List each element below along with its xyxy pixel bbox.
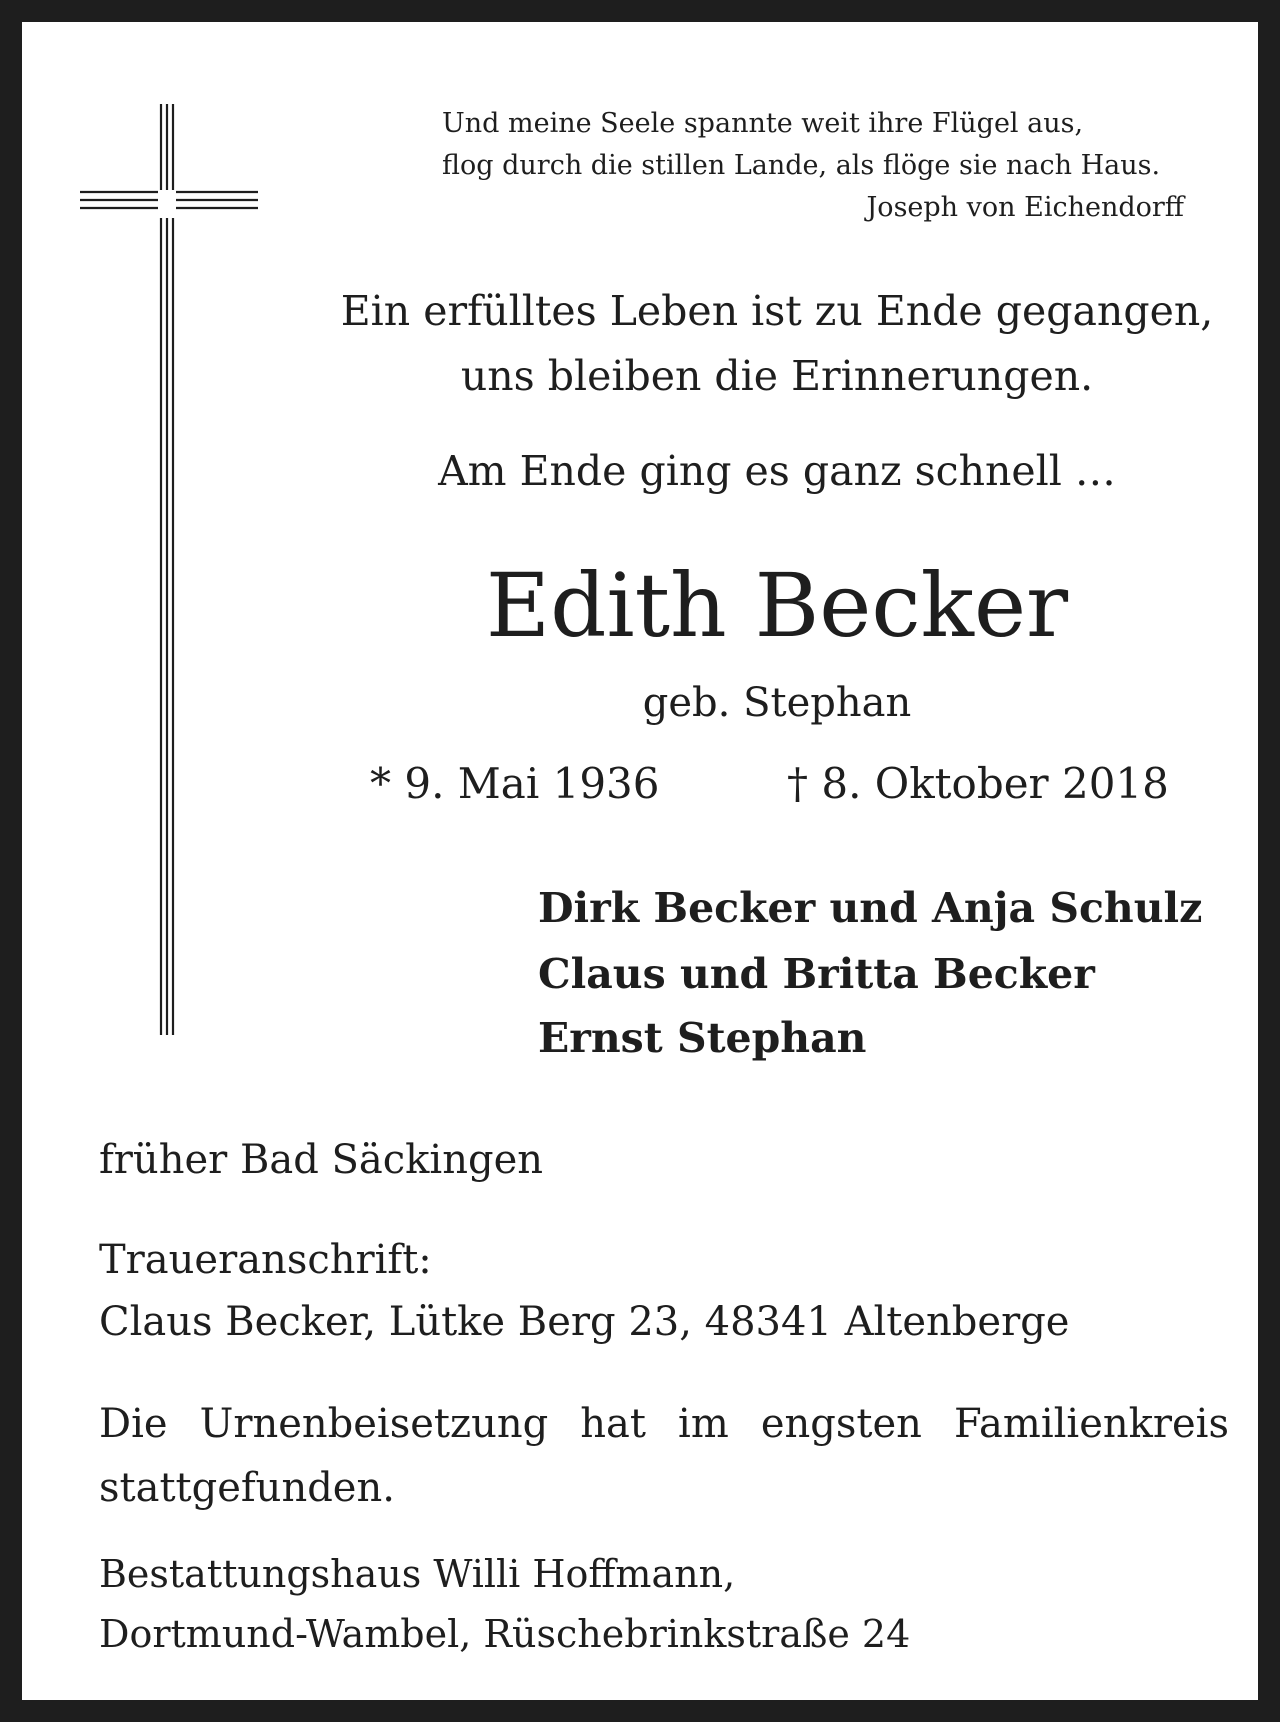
intro-line-1: Ein erfülltes Leben ist zu Ende gegangen, [340,287,1214,335]
mourner-2: Claus und Britta Becker [538,950,1095,998]
birth-date: * 9. Mai 1936 [370,759,660,808]
funeral-home-line-2: Dortmund-Wambel, Rüschebrinkstraße 24 [99,1612,911,1656]
condolence-address: Claus Becker, Lütke Berg 23, 48341 Altenberge [99,1299,1070,1345]
funeral-home-line-1: Bestattungshaus Willi Hoffmann, [99,1552,736,1596]
intro-line-2: uns bleiben die Erinnerungen. [460,352,1094,400]
deceased-name: Edith Becker [485,554,1069,657]
burial-note: Die Urnenbeisetzung hat im engsten Familienkreis stattgefunden. [99,1401,1229,1511]
condolence-label: Traueranschrift: [99,1237,432,1283]
poem-author: Joseph von Eichendorff [866,192,1184,223]
intro-line-3: Am Ende ging es ganz schnell … [438,447,1116,495]
poem-line-2: flog durch die stillen Lande, als flöge sie nach Haus. [442,150,1161,181]
mourner-1: Dirk Becker und Anja Schulz [538,884,1203,932]
death-date: † 8. Oktober 2018 [787,759,1169,808]
formerly-text: früher Bad Säckingen [99,1137,544,1183]
mourner-3: Ernst Stephan [538,1014,867,1062]
poem-line-1: Und meine Seele spannte weit ihre Flügel aus, [442,108,1084,139]
birth-name: geb. Stephan [642,680,912,726]
